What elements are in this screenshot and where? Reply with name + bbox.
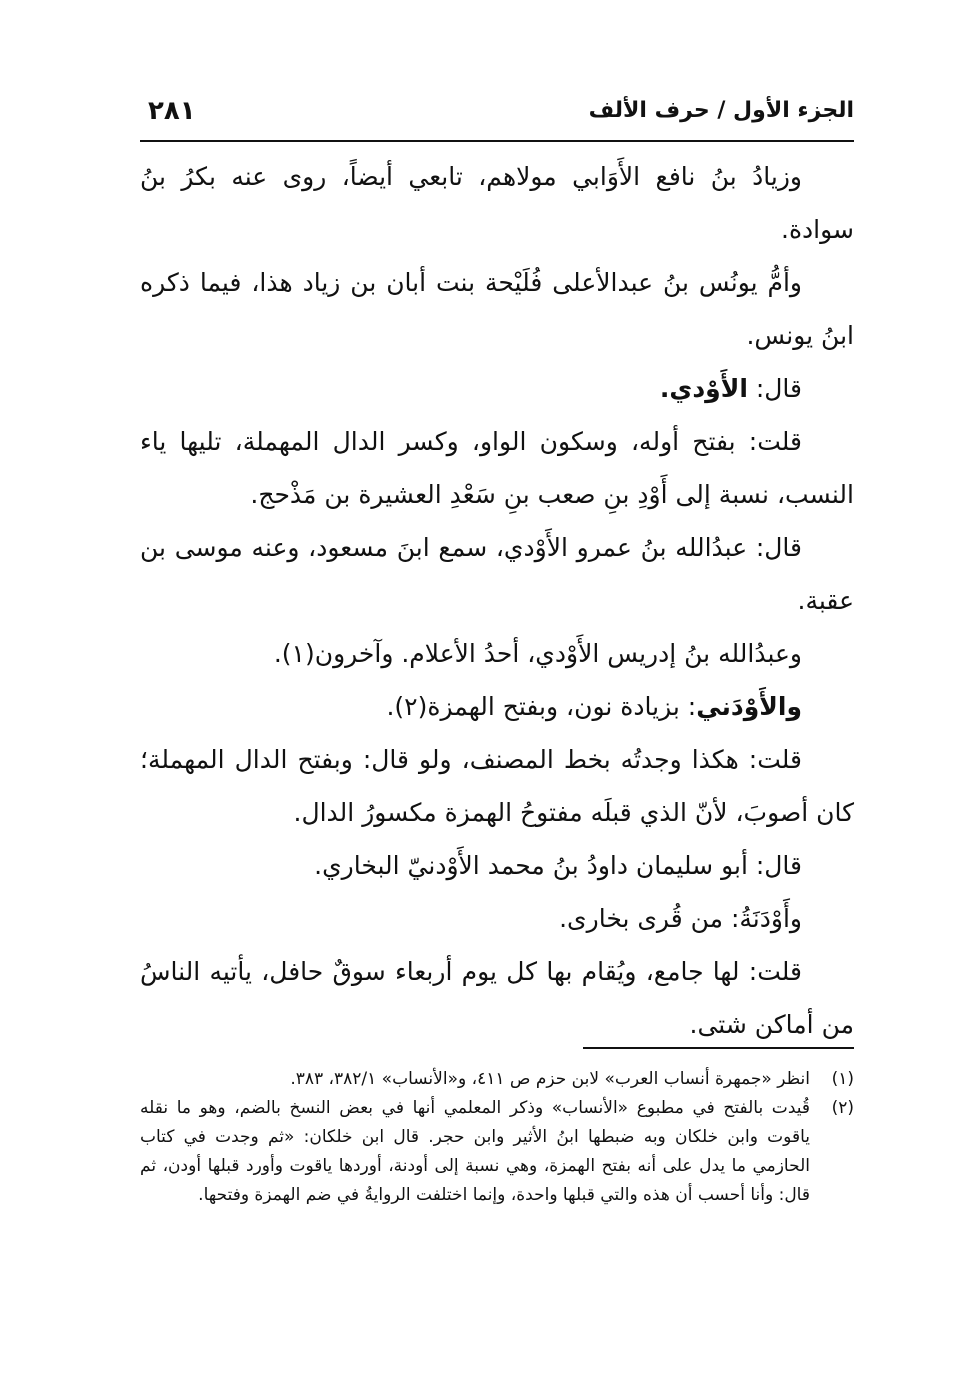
paragraph-3: قال: الأَوْدي. — [659, 374, 802, 403]
paragraph-6: وعبدُالله بنُ إدريس الأَوْدي، أحدُ الأعلام. وآخرون(١). — [273, 639, 802, 668]
footnote-text: قُيدت بالفتح في مطبوع «الأنساب» وذكر المعلمي أنها في بعض النسخ بالضم، وهو ما نقله ياقوت وابن خلكان وبه ضبطها ابنُ الأثير وابن حجر. قال ابن خلكان: «ثم وجدت في كتاب الحازمي ما يدل على أنه بفتح الهمزة، وهي نسبة إلى أودنة، أوردها ياقوت وأورد قبلها أودن، ثم قال: وأنا أحسب أن هذه والتي قبلها واحدة، وإنما اختلفت الروايةُ في ضم الهمزة وفتحها. — [140, 1098, 810, 1205]
running-title: الجزء الأول / حرف الألف — [588, 98, 854, 123]
footnotes — [140, 1065, 854, 1210]
page-number: ٢٨١ — [148, 96, 196, 126]
entry-keyword: الأَوْدي. — [659, 374, 748, 403]
paragraph-9: قال: أبو سليمان داودُ بنُ محمد الأَوْدنيّ البخاري. — [314, 851, 802, 880]
paragraph-7: والأَوْدَني: بزيادة نون، وبفتح الهمزة(٢). — [386, 692, 802, 721]
paragraph-10: وأَوْدَنَةُ: من قُرى بخارى. — [559, 904, 802, 933]
page-header — [140, 96, 854, 138]
footnote-1 — [140, 1065, 854, 1094]
footnote-rule — [583, 1047, 854, 1049]
footnote-number: (١) — [831, 1069, 854, 1089]
paragraph-1: وزيادُ بنُ نافع الأَوَابي مولاهم، تابعي أيضاً، روى عنه بكرُ بنُ سوادة. — [140, 162, 854, 244]
paragraph-4: قلت: بفتح أوله، وسكون الواو، وكسر الدال المهملة، تليها ياء النسب، نسبة إلى أَوْدِ بنِ صعب بنِ سَعْدِ العشيرة بن مَذْحج. — [140, 427, 854, 509]
paragraph-11: قلت: لها جامع، ويُقام بها كل يوم أربعاء سوقٌ حافل، يأتيه الناسُ من أماكن شتى. — [140, 957, 854, 1039]
header-rule — [140, 140, 854, 142]
paragraph-2: وأمُّ يونُس بنُ عبدالأعلى فُلَيْحة بنت أبان بن زياد هذا، فيما ذكره ابنُ يونس. — [140, 268, 854, 350]
entry-keyword: والأَوْدَني — [696, 692, 802, 721]
footnote-number: (٢) — [831, 1098, 854, 1118]
main-text — [140, 150, 854, 1051]
footnote-text: انظر «جمهرة أنساب العرب» لابن حزم ص ٤١١، و«الأنساب» ٣٨٢/١، ٣٨٣. — [290, 1069, 810, 1089]
paragraph-5: قال: عبدُالله بنُ عمرو الأَوْدي، سمع ابنَ مسعود، وعنه موسى بن عقبة. — [140, 533, 854, 615]
paragraph-8: قلت: هكذا وجدتُه بخط المصنف، ولو قال: وبفتح الدال المهملة؛ كان أصوبَ، لأنّ الذي قبلَه مفتوحُ الهمزة مكسورُ الدال. — [140, 745, 854, 827]
footnote-2 — [140, 1094, 854, 1210]
